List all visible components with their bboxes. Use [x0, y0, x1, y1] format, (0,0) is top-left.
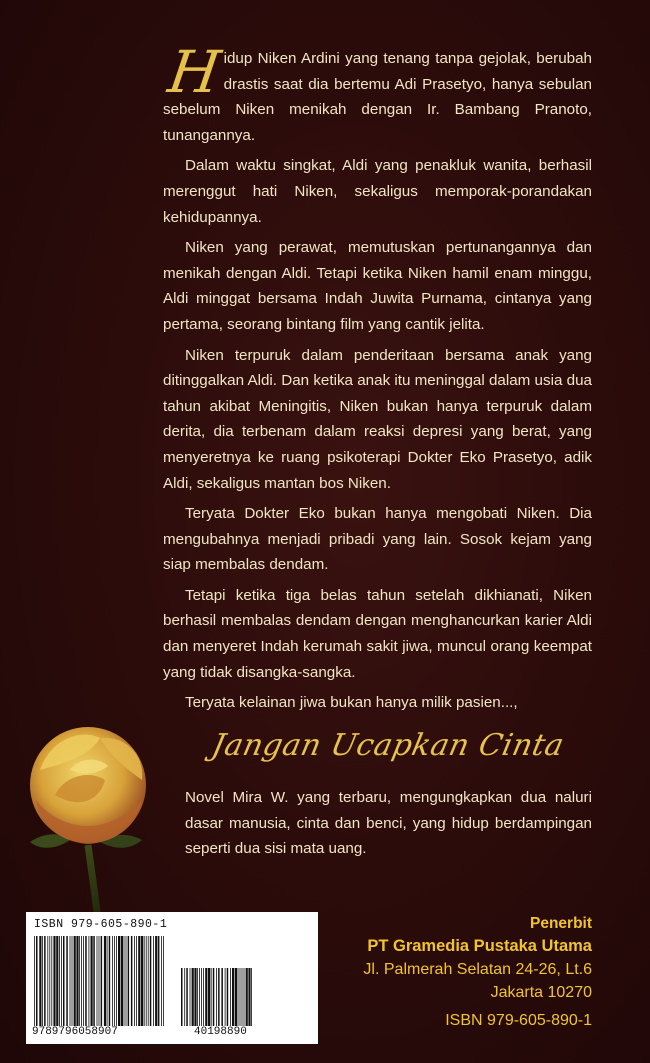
barcode-bar [42, 936, 43, 1026]
barcode-bar [44, 936, 46, 1026]
barcode-bar [76, 936, 78, 1026]
barcode-bar [227, 968, 229, 1026]
barcode-bar [235, 968, 237, 1026]
barcode-bar [163, 936, 164, 1026]
drop-cap: H [164, 38, 225, 106]
barcode-bar [221, 968, 223, 1026]
barcode-bar [144, 936, 145, 1026]
book-title-script: Jangan Ucapkan Cinta [208, 728, 568, 763]
barcode-bar [155, 936, 157, 1026]
publisher-block [363, 913, 592, 1032]
barcode-bar [56, 936, 58, 1026]
barcode-bar [109, 936, 111, 1026]
barcode-bar [124, 936, 125, 1026]
barcode-bar [158, 936, 160, 1026]
barcode-bar [128, 936, 130, 1026]
publisher-label: Penerbit [529, 915, 592, 932]
barcode-bar [34, 936, 35, 1026]
blurb-text [163, 38, 592, 721]
publisher-address: Jl. Palmerah Selatan 24-26, Lt.6 [363, 961, 592, 978]
barcode-bar [47, 936, 48, 1026]
publisher-isbn: ISBN 979-605-890-1 [445, 1012, 592, 1029]
barcode-bar [244, 968, 245, 1026]
barcode-bar [238, 968, 239, 1026]
ean-barcode [34, 936, 166, 1026]
blurb-paragraph: Hidup Niken Ardini yang tenang tanpa gejolak, berubah drastis saat dia bertemu Adi Prasetyo, hanya sebulan sebelum Niken menikah dengan Ir. Bambang Pranoto, tunangannya. [163, 38, 592, 144]
barcode-bar [216, 968, 217, 1026]
barcode-bar [190, 968, 191, 1026]
barcode-bar [251, 968, 252, 1026]
barcode-bar [131, 936, 133, 1026]
barcode-bar [83, 936, 84, 1026]
barcode-bar [153, 936, 154, 1026]
publisher-city: Jakarta 10270 [490, 984, 592, 1001]
barcode-bar [230, 968, 231, 1026]
barcode-bar [101, 936, 103, 1026]
barcode-bar [118, 936, 120, 1026]
barcode-bar [194, 968, 196, 1026]
barcode-bar [186, 968, 188, 1026]
barcode-bar [201, 968, 202, 1026]
barcode-bar [211, 968, 212, 1026]
barcode-bar [91, 936, 93, 1026]
barcode-bar [242, 968, 243, 1026]
barcode-bar [93, 936, 95, 1026]
barcode-bar [51, 936, 52, 1026]
barcode-bar [66, 936, 68, 1026]
barcode-bar [59, 936, 60, 1026]
barcode-bar [53, 936, 55, 1026]
barcode-bar [181, 968, 183, 1026]
publisher-name: PT Gramedia Pustaka Utama [367, 937, 592, 955]
barcode-bar [81, 936, 82, 1026]
barcode-bar [121, 936, 123, 1026]
barcode-bar [99, 936, 100, 1026]
ean-number: 9789796058907 [32, 1026, 118, 1038]
barcode-bar [208, 968, 210, 1026]
blurb-paragraph: Niken terpuruk dalam penderitaan bersama anak yang ditinggalkan Aldi. Dan ketika anak itu meninggal dalam usia dua tahun akibat Meningitis, Niken bukan hanya terpuruk dalam derita, dia terbenam dalam reaksi depresi yang berat, yang menyeretnya ke ruang psikoterapi Dokter Eko Prasetyo, adik Aldi, sekaligus mantan bos Niken. [163, 346, 592, 492]
barcode-bar [74, 936, 76, 1026]
barcode-bar [246, 968, 248, 1026]
barcode-bar [97, 936, 98, 1026]
barcode-bar [61, 936, 62, 1026]
barcode-bar [49, 936, 50, 1026]
barcode-bar [79, 936, 80, 1026]
barcode-bar [213, 968, 215, 1026]
barcode-bar [218, 968, 220, 1026]
barcode-bar [39, 936, 41, 1026]
barcode-bar [72, 936, 73, 1026]
barcode-bar [184, 968, 185, 1026]
barcode-bar [141, 936, 143, 1026]
blurb-paragraph: Tetapi ketika tiga belas tahun setelah dikhianati, Niken berhasil membalas dendam dengan menghancurkan karier Aldi dan menyeret Indah kerumah sakit jiwa, muncul orang keempat yang tidak disangka-sangka. [163, 586, 592, 681]
barcode-bar [248, 968, 250, 1026]
barcode-bar [138, 936, 140, 1026]
barcode-bar [146, 936, 147, 1026]
barcode-isbn-text: ISBN 979-605-890-1 [34, 918, 168, 931]
barcode-bar [225, 968, 226, 1026]
barcode-bar [150, 936, 152, 1026]
barcode-bar [112, 936, 113, 1026]
blurb-paragraph: Teryata Dokter Eko bukan hanya mengobati Niken. Dia mengubahnya menjadi pribadi yang lain. Sosok kejam yang siap membalas dendam. [163, 505, 592, 574]
barcode-bar [36, 936, 38, 1026]
barcode-bar [205, 968, 207, 1026]
barcode-bar [70, 936, 71, 1026]
addon-barcode [181, 968, 253, 1026]
barcode-bar [63, 936, 65, 1026]
blurb-paragraph: Niken yang perawat, memutuskan pertunangannya dan menikah dengan Aldi. Tetapi ketika Niken hamil enam minggu, Aldi minggat bersama Indah Juwita Purnama, cintanya yang pertama, seorang bintang film yang cantik jelita. [163, 239, 592, 333]
barcode-bar [161, 936, 162, 1026]
barcode-bar [107, 936, 108, 1026]
barcode-bar [134, 936, 135, 1026]
closing-text [185, 785, 592, 862]
barcode-bar [197, 968, 198, 1026]
barcode-bar [85, 936, 87, 1026]
closing-paragraph: Novel Mira W. yang terbaru, mengungkapkan dua naluri dasar manusia, cinta dan benci, yang hidup berdampingan seperti dua sisi mata uang. [185, 789, 592, 858]
barcode-bar [114, 936, 115, 1026]
barcode-bar [240, 968, 241, 1026]
barcode-bar [89, 936, 90, 1026]
barcode-bar [203, 968, 204, 1026]
blurb-paragraph: Dalam waktu singkat, Aldi yang penakluk wanita, berhasil merenggut hati Niken, sekaligus memporak-porandakan kehidupannya. [163, 157, 592, 226]
barcode-bar [232, 968, 234, 1026]
barcode-label [26, 912, 318, 1044]
barcode-bar [104, 936, 106, 1026]
addon-number: 40198890 [194, 1026, 247, 1038]
rose-illustration [0, 700, 200, 930]
barcode-bar [126, 936, 127, 1026]
barcode-bar [192, 968, 194, 1026]
barcode-bar [116, 936, 117, 1026]
blurb-paragraph: Teryata kelainan jiwa bukan hanya milik pasien..., [185, 694, 518, 712]
barcode-bar [148, 936, 149, 1026]
barcode-bar [136, 936, 137, 1026]
barcode-bar [199, 968, 200, 1026]
